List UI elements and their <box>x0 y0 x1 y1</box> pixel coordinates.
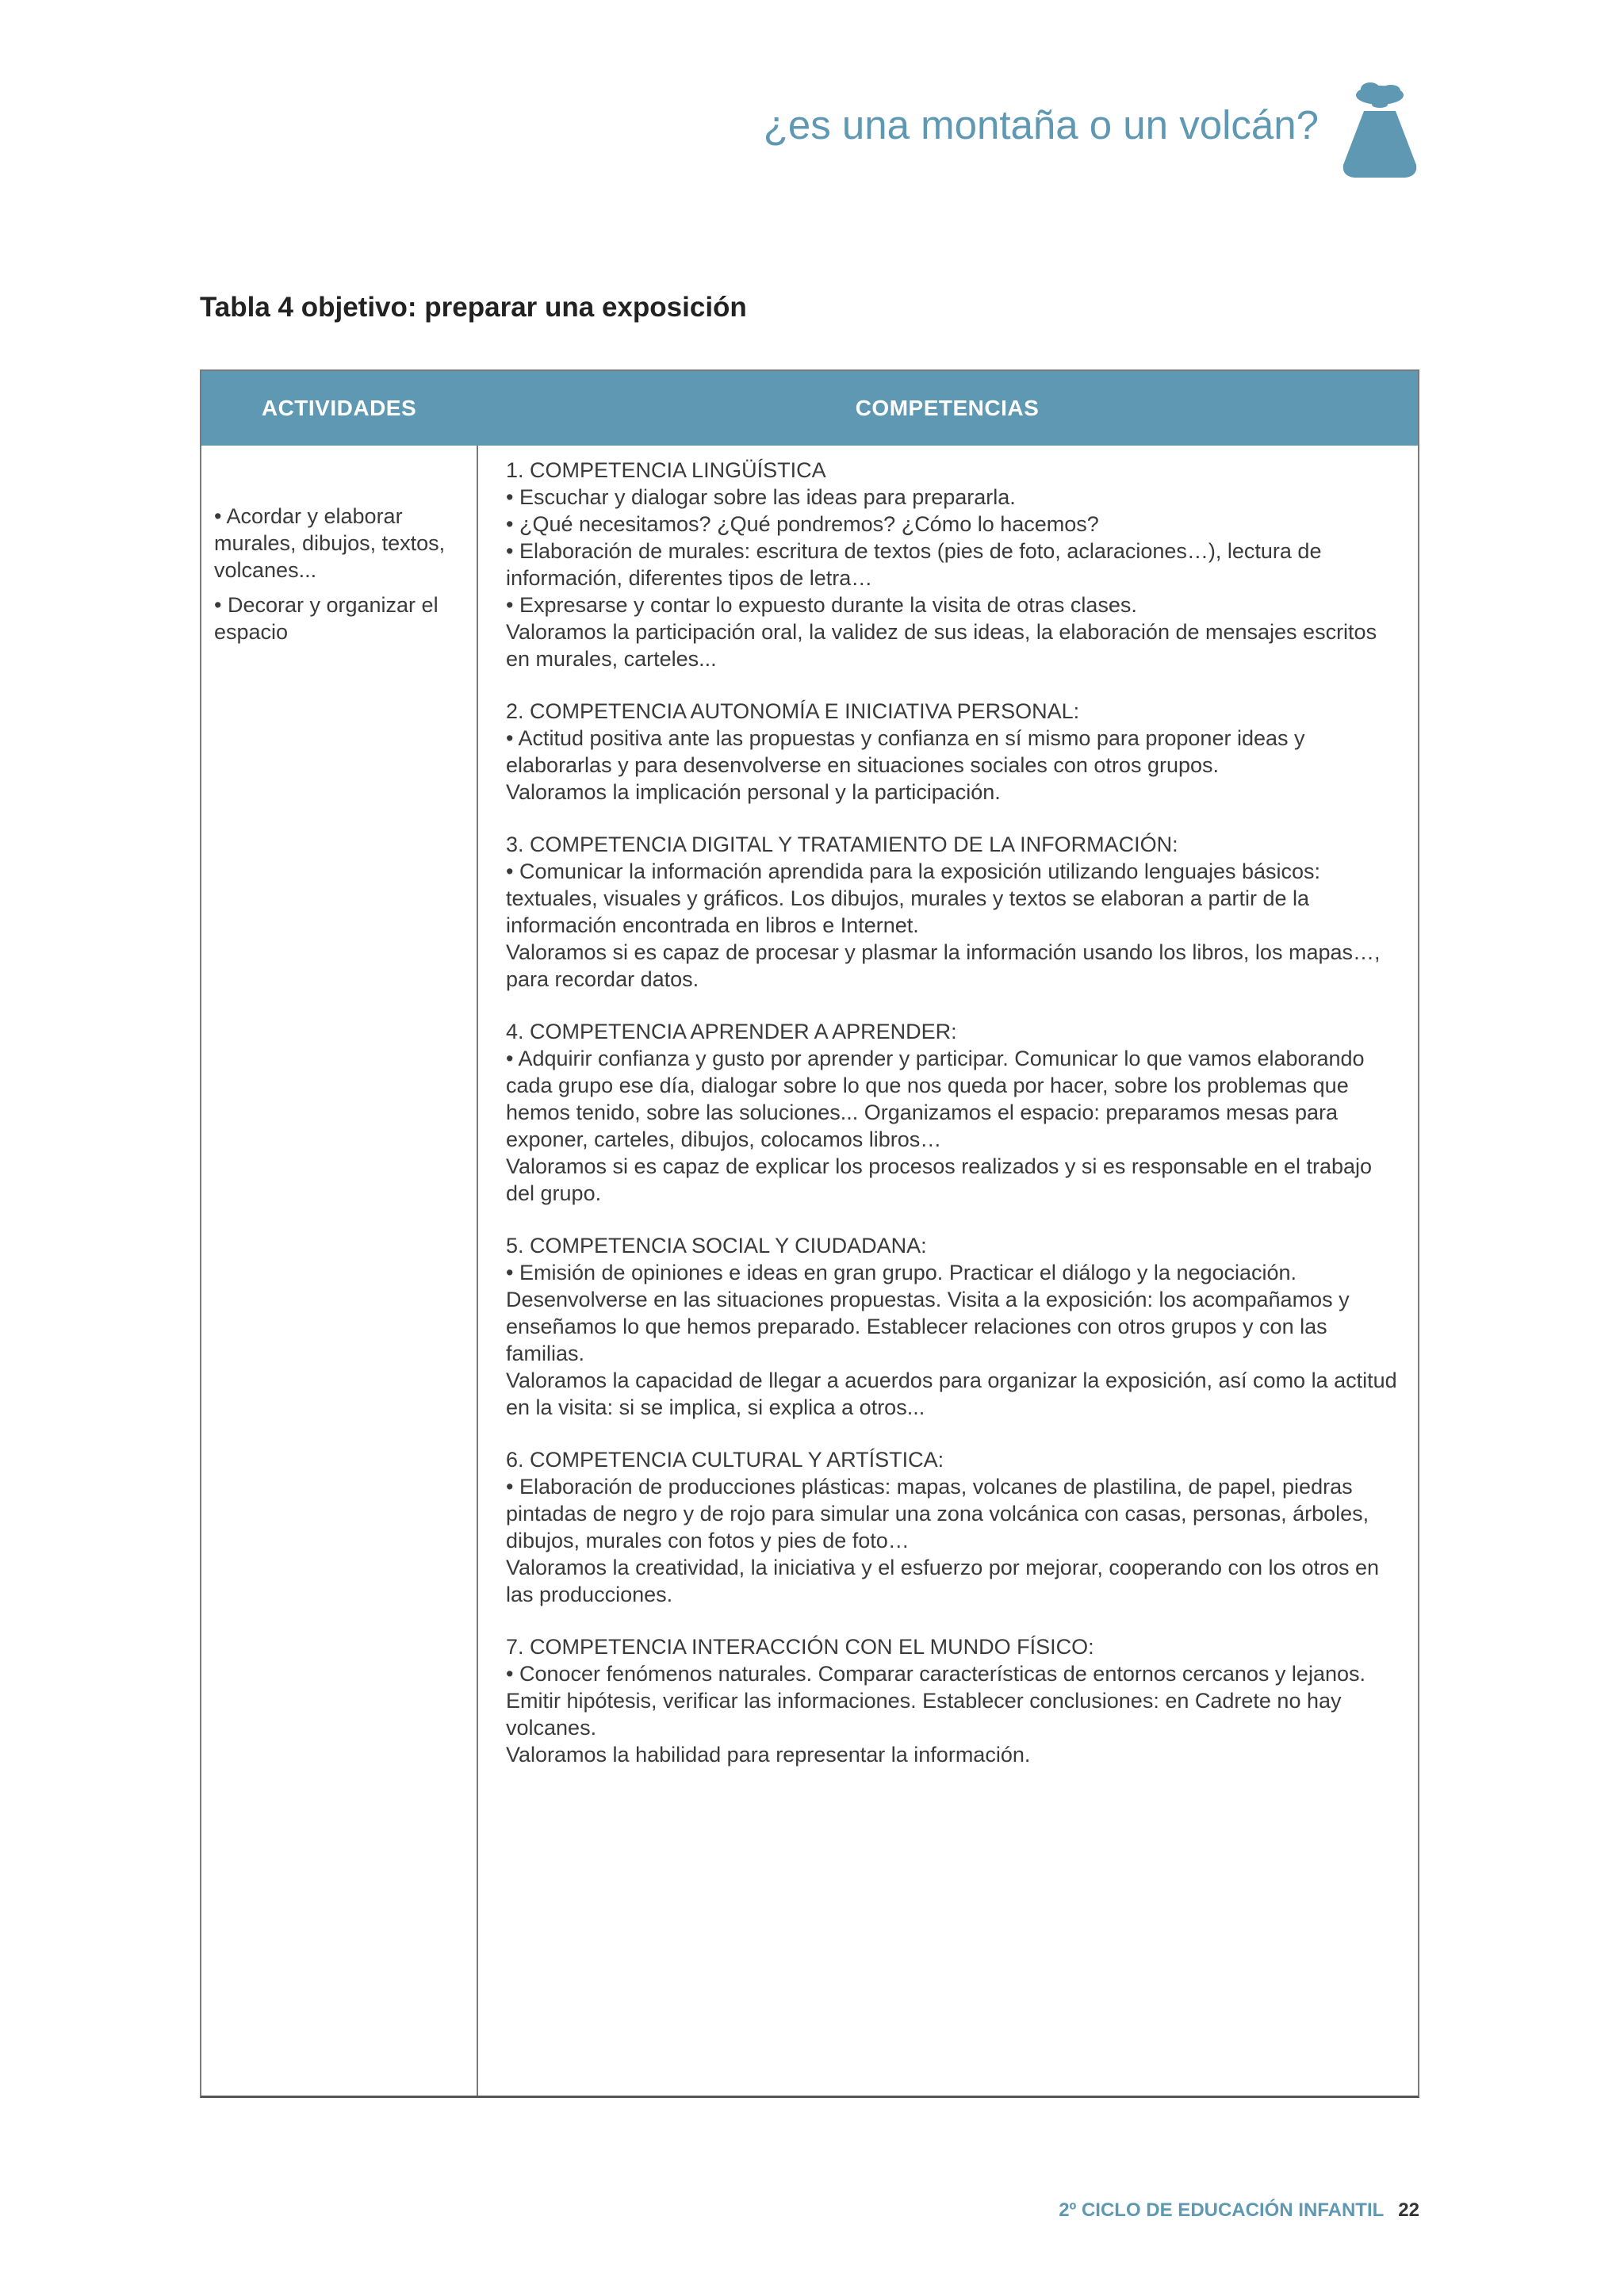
competencia-body: • Adquirir confianza y gusto por aprender y participar. Comunicar lo que vamos elaborando cada grupo ese día, dialogar sobre lo que nos queda por hacer, sobre los problemas que hemos tenido, sobre las soluciones... Organizamos el espacio: preparamos mesas para exponer, carteles, dibujos, colocamos libros… Valoramos si es capaz de explicar los procesos realizados y si es responsable en el trabajo del grupo. <box>506 1047 1373 1205</box>
actividad-item: • Decorar y organizar el espacio <box>214 593 439 644</box>
running-title: ¿es una montaña o un volcán? <box>763 102 1319 147</box>
page-footer <box>1059 2199 1419 2222</box>
competencia-heading: 6. COMPETENCIA CULTURAL Y ARTÍSTICA: <box>506 1448 944 1472</box>
actividades-column <box>214 503 466 653</box>
footer-label: 2º CICLO DE EDUCACIÓN INFANTIL <box>1059 2199 1385 2221</box>
competencia-body: • Conocer fenómenos naturales. Comparar características de entornos cercanos y lejanos. Emitir hipótesis, verificar las informaciones. Establecer conclusiones: en Cadrete no hay volcanes. Valoramos la habilidad para representar la información. <box>506 1662 1365 1767</box>
competencia-block-3 <box>506 831 1398 993</box>
competencia-body: • Actitud positiva ante las propuestas y confianza en sí mismo para proponer ideas y elaborarlas y para desenvolverse en situaciones sociales con otros grupos. Valoramos la implicación personal y la participación. <box>506 726 1305 804</box>
competencia-body: • Elaboración de producciones plásticas: mapas, volcanes de plastilina, de papel, piedras pintadas de negro y de rojo para simular una zona volcánica con casas, personas, árboles, dibujos, murales con fotos y pies de foto… Valoramos la creatividad, la iniciativa y el esfuerzo por mejorar, cooperando con los otros en las producciones. <box>506 1475 1380 1606</box>
competencia-heading: 1. COMPETENCIA LINGÜÍSTICA <box>506 458 826 482</box>
competencia-body: • Comunicar la información aprendida para la exposición utilizando lenguajes básicos: textuales, visuales y gráficos. Los dibujos, murales y textos se elaboran a partir de la información encontrada en libros e Internet. Valoramos si es capaz de procesar y plasmar la información usando los libros, los mapas…, para recordar datos. <box>506 859 1381 991</box>
header-actividades: ACTIVIDADES <box>261 396 417 420</box>
competencia-block-5 <box>506 1232 1398 1421</box>
table-header <box>201 371 1418 446</box>
page-number: 22 <box>1398 2199 1419 2221</box>
competencia-block-1 <box>506 457 1398 672</box>
competencia-block-7 <box>506 1633 1398 1768</box>
competencia-block-2 <box>506 698 1398 806</box>
column-divider <box>477 446 478 2096</box>
competencia-block-6 <box>506 1446 1398 1608</box>
volcano-icon <box>1340 79 1419 182</box>
competencias-column <box>506 457 1398 1793</box>
competencies-table <box>200 369 1419 2098</box>
actividad-item: • Acordar y elaborar murales, dibujos, textos, volcanes... <box>214 504 446 582</box>
competencia-heading: 5. COMPETENCIA SOCIAL Y CIUDADANA: <box>506 1234 927 1258</box>
table-title: Tabla 4 objetivo: preparar una exposición <box>200 292 747 323</box>
competencia-heading: 4. COMPETENCIA APRENDER A APRENDER: <box>506 1020 957 1043</box>
competencia-body: • Emisión de opiniones e ideas en gran grupo. Practicar el diálogo y la negociación. Desenvolverse en las situaciones propuestas. Visita a la exposición: los acompañamos y enseñamos lo que hemos preparado. Establecer relaciones con otros grupos y con las familias. Valoramos la capacidad de llegar a acuerdos para organizar la exposición, así como la actitud en la visita: si se implica, si explica a otros... <box>506 1261 1397 1419</box>
competencia-body: • Escuchar y dialogar sobre las ideas para prepararla. • ¿Qué necesitamos? ¿Qué pondremos? ¿Cómo lo hacemos? • Elaboración de murales: escritura de textos (pies de foto, aclaraciones…), lectura de información, diferentes tipos de letra… • Expresarse y contar lo expuesto durante la visita de otras clases. Valoramos la participación oral, la validez de sus ideas, la elaboración de mensajes escritos en murales, carteles... <box>506 485 1377 671</box>
competencia-heading: 3. COMPETENCIA DIGITAL Y TRATAMIENTO DE LA INFORMACIÓN: <box>506 833 1178 856</box>
competencia-heading: 7. COMPETENCIA INTERACCIÓN CON EL MUNDO FÍSICO: <box>506 1635 1094 1659</box>
competencia-block-4 <box>506 1018 1398 1207</box>
header-competencias: COMPETENCIAS <box>855 396 1040 420</box>
competencia-heading: 2. COMPETENCIA AUTONOMÍA E INICIATIVA PERSONAL: <box>506 699 1080 723</box>
